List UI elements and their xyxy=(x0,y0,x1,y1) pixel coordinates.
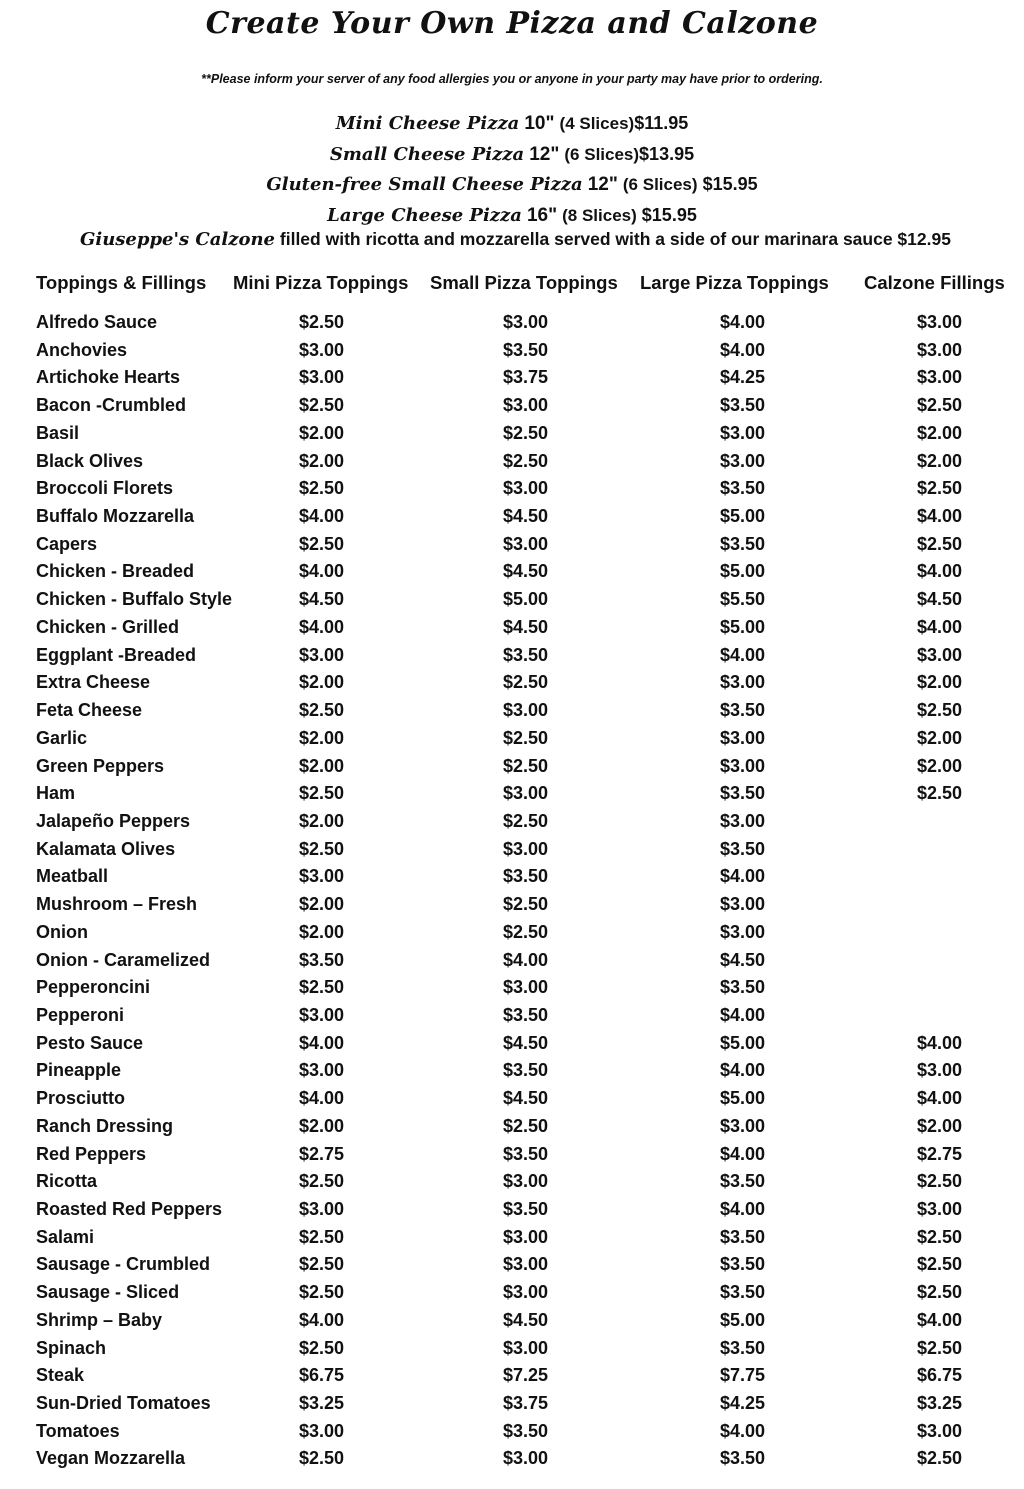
calzone-price: $4.00 xyxy=(916,506,963,527)
table-header xyxy=(0,272,1024,302)
calzone-price: $3.00 xyxy=(916,1420,963,1441)
large-price: $3.00 xyxy=(719,755,766,776)
small-price: $3.50 xyxy=(502,339,549,360)
table-row xyxy=(0,1002,1024,1030)
mini-price: $2.50 xyxy=(298,1282,345,1303)
mini-price: $2.00 xyxy=(298,755,345,776)
small-price: $4.50 xyxy=(502,561,549,582)
topping-name: Mushroom – Fresh xyxy=(36,894,198,915)
table-row xyxy=(0,1362,1024,1390)
mini-price: $2.00 xyxy=(298,1115,345,1136)
small-price: $4.50 xyxy=(502,1032,549,1053)
topping-name: Anchovies xyxy=(36,339,128,360)
small-price: $2.50 xyxy=(502,755,549,776)
table-row xyxy=(0,1141,1024,1169)
large-price: $4.50 xyxy=(719,949,766,970)
small-price: $2.50 xyxy=(502,422,549,443)
topping-name: Chicken - Breaded xyxy=(36,561,195,582)
topping-name: Garlic xyxy=(36,727,88,748)
table-row xyxy=(0,448,1024,476)
toppings-table xyxy=(0,309,1024,1473)
large-price: $3.50 xyxy=(719,533,766,554)
calzone-price: $2.50 xyxy=(916,1254,963,1275)
table-row xyxy=(0,974,1024,1002)
calzone-price: $2.50 xyxy=(916,783,963,804)
table-row xyxy=(0,420,1024,448)
large-price: $4.00 xyxy=(719,1004,766,1025)
topping-name: Sun-Dried Tomatoes xyxy=(36,1393,211,1414)
table-row xyxy=(0,1251,1024,1279)
small-price: $3.50 xyxy=(502,1060,549,1081)
topping-name: Pepperoni xyxy=(36,1004,125,1025)
mini-price: $3.00 xyxy=(298,367,345,388)
mini-price: $4.00 xyxy=(298,1309,345,1330)
table-row xyxy=(0,1335,1024,1363)
table-row xyxy=(0,337,1024,365)
large-price: $3.50 xyxy=(719,977,766,998)
calzone-price: $2.50 xyxy=(916,700,963,721)
topping-name: Vegan Mozzarella xyxy=(36,1448,186,1469)
topping-name: Jalapeño Peppers xyxy=(36,810,191,831)
offer-name: Gluten-free Small Cheese Pizza xyxy=(266,174,583,195)
large-price: $3.00 xyxy=(719,450,766,471)
topping-name: Artichoke Hearts xyxy=(36,367,181,388)
column-header-mini: Mini Pizza Toppings xyxy=(233,272,409,293)
cheese-pizza-offers xyxy=(0,108,1024,230)
small-price: $3.00 xyxy=(502,312,549,332)
calzone-price: $2.50 xyxy=(916,1448,963,1469)
mini-price: $3.50 xyxy=(298,949,345,970)
mini-price: $2.50 xyxy=(298,478,345,499)
table-row xyxy=(0,475,1024,503)
small-price: $2.50 xyxy=(502,727,549,748)
large-price: $5.00 xyxy=(719,1088,766,1109)
mini-price: $2.50 xyxy=(298,1448,345,1469)
calzone-price: $3.00 xyxy=(916,312,963,332)
table-row xyxy=(0,808,1024,836)
topping-name: Capers xyxy=(36,533,98,554)
topping-name: Red Peppers xyxy=(36,1143,147,1164)
mini-price: $3.00 xyxy=(298,1420,345,1441)
large-price: $3.00 xyxy=(719,727,766,748)
mini-price: $2.00 xyxy=(298,810,345,831)
offer-slices: (6 Slices) xyxy=(622,175,698,194)
offer-slices: (8 Slices) xyxy=(562,205,637,225)
table-row xyxy=(0,947,1024,975)
calzone-price: $2.00 xyxy=(916,727,963,748)
table-row xyxy=(0,586,1024,614)
large-price: $3.00 xyxy=(719,921,766,942)
mini-price: $2.00 xyxy=(298,672,345,693)
mini-price: $3.00 xyxy=(298,644,345,665)
mini-price: $2.50 xyxy=(298,312,345,332)
table-row xyxy=(0,1418,1024,1446)
table-row xyxy=(0,1445,1024,1473)
table-row xyxy=(0,1030,1024,1058)
calzone-description: filled with ricotta and mozzarella served with a side of our marinara sauce $12.95 xyxy=(279,229,951,249)
calzone-price: $2.50 xyxy=(916,395,963,416)
table-row xyxy=(0,669,1024,697)
small-price: $3.75 xyxy=(502,367,549,388)
calzone-price: $2.50 xyxy=(916,533,963,554)
calzone-price: $3.00 xyxy=(916,1199,963,1219)
table-row xyxy=(0,725,1024,753)
large-price: $3.00 xyxy=(719,810,766,831)
page-title: Create Your Own Pizza and Calzone xyxy=(205,6,819,41)
mini-price: $4.00 xyxy=(298,616,345,637)
offer-size: 10" xyxy=(524,113,555,134)
small-price: $3.00 xyxy=(502,838,549,859)
small-price: $3.00 xyxy=(502,533,549,554)
topping-name: Kalamata Olives xyxy=(36,838,176,859)
large-price: $3.00 xyxy=(719,1115,766,1136)
calzone-price: $2.00 xyxy=(916,672,963,693)
large-price: $4.00 xyxy=(719,312,766,332)
topping-name: Pineapple xyxy=(36,1060,122,1081)
mini-price: $4.00 xyxy=(298,1088,345,1109)
small-price: $3.00 xyxy=(502,395,549,416)
table-row xyxy=(0,1224,1024,1252)
small-price: $3.00 xyxy=(502,1282,549,1303)
offer-price: $15.95 xyxy=(641,204,697,225)
large-price: $5.00 xyxy=(719,1032,766,1053)
large-price: $5.00 xyxy=(719,616,766,637)
large-price: $3.50 xyxy=(719,1171,766,1192)
small-price: $3.00 xyxy=(502,1337,549,1358)
large-price: $4.25 xyxy=(719,367,766,388)
topping-name: Shrimp – Baby xyxy=(36,1309,163,1330)
large-price: $3.50 xyxy=(719,838,766,859)
topping-name: Roasted Red Peppers xyxy=(36,1199,223,1219)
calzone-price: $2.50 xyxy=(916,478,963,499)
small-price: $2.50 xyxy=(502,921,549,942)
offer-name: Large Cheese Pizza xyxy=(327,204,522,226)
calzone-price: $3.00 xyxy=(916,644,963,665)
table-row xyxy=(0,1085,1024,1113)
table-row xyxy=(0,309,1024,337)
small-price: $3.50 xyxy=(502,866,549,887)
small-price: $2.50 xyxy=(502,450,549,471)
topping-name: Steak xyxy=(36,1365,85,1386)
topping-name: Alfredo Sauce xyxy=(36,312,158,332)
mini-price: $2.50 xyxy=(298,838,345,859)
table-row xyxy=(0,531,1024,559)
offer-size: 12" xyxy=(529,143,560,165)
offer-price: $13.95 xyxy=(639,143,695,164)
topping-name: Ranch Dressing xyxy=(36,1115,174,1136)
table-row xyxy=(0,1113,1024,1141)
table-row xyxy=(0,753,1024,781)
mini-price: $2.00 xyxy=(298,894,345,915)
mini-price: $6.75 xyxy=(298,1365,345,1386)
large-price: $3.50 xyxy=(719,478,766,499)
topping-name: Pesto Sauce xyxy=(36,1032,144,1053)
offer-price: $11.95 xyxy=(634,113,689,133)
topping-name: Prosciutto xyxy=(36,1088,126,1109)
topping-name: Meatball xyxy=(36,866,109,887)
table-row xyxy=(0,392,1024,420)
small-price: $5.00 xyxy=(502,589,549,610)
small-price: $2.50 xyxy=(502,810,549,831)
calzone-price: $4.00 xyxy=(916,561,963,582)
mini-price: $2.50 xyxy=(298,783,345,804)
small-price: $4.50 xyxy=(502,1088,549,1109)
table-row xyxy=(0,642,1024,670)
large-price: $3.50 xyxy=(719,395,766,416)
offer-line xyxy=(0,139,1024,170)
offer-line xyxy=(0,169,1024,200)
offer-line xyxy=(0,108,1024,139)
calzone-offer xyxy=(80,229,1020,250)
topping-name: Extra Cheese xyxy=(36,672,151,693)
large-price: $4.00 xyxy=(719,1199,766,1219)
mini-price: $3.25 xyxy=(298,1393,345,1414)
topping-name: Onion xyxy=(36,921,88,942)
large-price: $3.50 xyxy=(719,783,766,804)
table-row xyxy=(0,1168,1024,1196)
column-header-large: Large Pizza Toppings xyxy=(640,272,829,293)
calzone-price: $4.50 xyxy=(916,589,963,610)
large-price: $3.50 xyxy=(719,1254,766,1275)
calzone-price: $2.50 xyxy=(916,1337,963,1358)
topping-name: Sausage - Crumbled xyxy=(36,1254,211,1275)
small-price: $2.50 xyxy=(502,1115,549,1136)
topping-name: Sausage - Sliced xyxy=(36,1282,180,1303)
table-row xyxy=(0,1057,1024,1085)
large-price: $5.00 xyxy=(719,506,766,527)
small-price: $4.50 xyxy=(502,506,549,527)
mini-price: $4.00 xyxy=(298,1032,345,1053)
topping-name: Buffalo Mozzarella xyxy=(36,506,195,527)
calzone-price: $3.00 xyxy=(916,367,963,388)
table-row xyxy=(0,780,1024,808)
topping-name: Broccoli Florets xyxy=(36,478,174,499)
topping-name: Black Olives xyxy=(36,450,144,471)
small-price: $3.00 xyxy=(502,1254,549,1275)
small-price: $3.00 xyxy=(502,478,549,499)
small-price: $3.50 xyxy=(502,1004,549,1025)
calzone-price: $4.00 xyxy=(916,1032,963,1053)
mini-price: $3.00 xyxy=(298,866,345,887)
table-row xyxy=(0,891,1024,919)
large-price: $5.50 xyxy=(719,589,766,610)
calzone-price: $2.75 xyxy=(916,1143,963,1164)
topping-name: Tomatoes xyxy=(36,1420,120,1441)
table-row xyxy=(0,919,1024,947)
calzone-price: $2.50 xyxy=(916,1282,963,1303)
large-price: $7.75 xyxy=(719,1365,766,1386)
table-row xyxy=(0,697,1024,725)
topping-name: Bacon -Crumbled xyxy=(36,395,187,416)
mini-price: $3.00 xyxy=(298,1199,345,1219)
mini-price: $2.50 xyxy=(298,395,345,416)
large-price: $4.00 xyxy=(719,339,766,360)
table-row xyxy=(0,364,1024,392)
table-row xyxy=(0,503,1024,531)
calzone-price: $2.00 xyxy=(916,755,963,776)
large-price: $3.00 xyxy=(719,672,766,693)
mini-price: $2.50 xyxy=(298,977,345,998)
large-price: $4.00 xyxy=(719,1420,766,1441)
mini-price: $3.00 xyxy=(298,1004,345,1025)
calzone-price: $3.00 xyxy=(916,339,963,360)
mini-price: $2.50 xyxy=(298,1171,345,1192)
mini-price: $2.00 xyxy=(298,422,345,443)
small-price: $3.50 xyxy=(502,1420,549,1441)
table-row xyxy=(0,558,1024,586)
table-row xyxy=(0,836,1024,864)
small-price: $3.50 xyxy=(502,1143,549,1164)
topping-name: Salami xyxy=(36,1226,95,1247)
table-row xyxy=(0,1279,1024,1307)
mini-price: $2.00 xyxy=(298,450,345,471)
mini-price: $4.00 xyxy=(298,561,345,582)
large-price: $5.00 xyxy=(719,561,766,582)
topping-name: Eggplant -Breaded xyxy=(36,644,197,665)
topping-name: Feta Cheese xyxy=(36,700,143,721)
small-price: $7.25 xyxy=(502,1365,549,1386)
topping-name: Green Peppers xyxy=(36,755,165,776)
table-row xyxy=(0,1196,1024,1224)
offer-slices: (4 Slices) xyxy=(559,114,635,133)
mini-price: $2.00 xyxy=(298,921,345,942)
small-price: $3.00 xyxy=(502,1226,549,1247)
offer-name: Mini Cheese Pizza xyxy=(335,113,520,134)
column-header-toppings: Toppings & Fillings xyxy=(36,272,207,293)
calzone-price: $4.00 xyxy=(916,1309,963,1330)
mini-price: $2.00 xyxy=(298,727,345,748)
small-price: $2.50 xyxy=(502,672,549,693)
table-row xyxy=(0,1307,1024,1335)
small-price: $3.00 xyxy=(502,700,549,721)
topping-name: Chicken - Grilled xyxy=(36,616,180,637)
small-price: $4.00 xyxy=(502,949,549,970)
calzone-price: $4.00 xyxy=(916,616,963,637)
calzone-name: Giuseppe's Calzone xyxy=(80,229,276,250)
topping-name: Onion - Caramelized xyxy=(36,949,211,970)
topping-name: Pepperoncini xyxy=(36,977,151,998)
mini-price: $2.50 xyxy=(298,1226,345,1247)
mini-price: $4.00 xyxy=(298,506,345,527)
table-row xyxy=(0,863,1024,891)
large-price: $4.25 xyxy=(719,1393,766,1414)
large-price: $3.50 xyxy=(719,1448,766,1469)
calzone-price: $3.25 xyxy=(916,1393,963,1414)
table-row xyxy=(0,1390,1024,1418)
mini-price: $2.75 xyxy=(298,1143,345,1164)
column-header-small: Small Pizza Toppings xyxy=(430,272,618,293)
large-price: $4.00 xyxy=(719,1060,766,1081)
small-price: $3.00 xyxy=(502,1448,549,1469)
calzone-price: $2.00 xyxy=(916,1115,963,1136)
large-price: $5.00 xyxy=(719,1309,766,1330)
table-row xyxy=(0,614,1024,642)
small-price: $3.00 xyxy=(502,1171,549,1192)
mini-price: $2.50 xyxy=(298,1337,345,1358)
small-price: $3.00 xyxy=(502,783,549,804)
mini-price: $3.00 xyxy=(298,339,345,360)
large-price: $3.00 xyxy=(719,422,766,443)
large-price: $4.00 xyxy=(719,866,766,887)
mini-price: $3.00 xyxy=(298,1060,345,1081)
large-price: $4.00 xyxy=(719,1143,766,1164)
column-header-calzone: Calzone Fillings xyxy=(864,272,1005,293)
small-price: $4.50 xyxy=(502,616,549,637)
large-price: $3.50 xyxy=(719,1282,766,1303)
mini-price: $2.50 xyxy=(298,700,345,721)
offer-line xyxy=(0,200,1024,231)
offer-slices: (6 Slices) xyxy=(564,144,640,164)
allergy-note: **Please inform your server of any food allergies you or anyone in your party may have prior to ordering. xyxy=(201,72,823,86)
topping-name: Ham xyxy=(36,783,76,804)
small-price: $3.50 xyxy=(502,1199,549,1219)
calzone-price: $2.00 xyxy=(916,450,963,471)
calzone-price: $4.00 xyxy=(916,1088,963,1109)
small-price: $3.75 xyxy=(502,1393,549,1414)
large-price: $3.50 xyxy=(719,1337,766,1358)
topping-name: Spinach xyxy=(36,1337,107,1358)
mini-price: $4.50 xyxy=(298,589,345,610)
large-price: $4.00 xyxy=(719,644,766,665)
small-price: $4.50 xyxy=(502,1309,549,1330)
topping-name: Chicken - Buffalo Style xyxy=(36,589,233,610)
calzone-price: $2.00 xyxy=(916,422,963,443)
offer-name: Small Cheese Pizza xyxy=(329,143,525,165)
topping-name: Ricotta xyxy=(36,1171,98,1192)
offer-size: 16" xyxy=(526,204,558,226)
large-price: $3.50 xyxy=(719,700,766,721)
small-price: $3.50 xyxy=(502,644,549,665)
small-price: $3.00 xyxy=(502,977,549,998)
calzone-price: $2.50 xyxy=(916,1171,963,1192)
calzone-price: $3.00 xyxy=(916,1060,963,1081)
calzone-price: $2.50 xyxy=(916,1226,963,1247)
mini-price: $2.50 xyxy=(298,1254,345,1275)
large-price: $3.50 xyxy=(719,1226,766,1247)
offer-price: $15.95 xyxy=(702,174,758,194)
mini-price: $2.50 xyxy=(298,533,345,554)
offer-size: 12" xyxy=(587,174,618,195)
calzone-price: $6.75 xyxy=(916,1365,963,1386)
small-price: $2.50 xyxy=(502,894,549,915)
topping-name: Basil xyxy=(36,422,80,443)
large-price: $3.00 xyxy=(719,894,766,915)
